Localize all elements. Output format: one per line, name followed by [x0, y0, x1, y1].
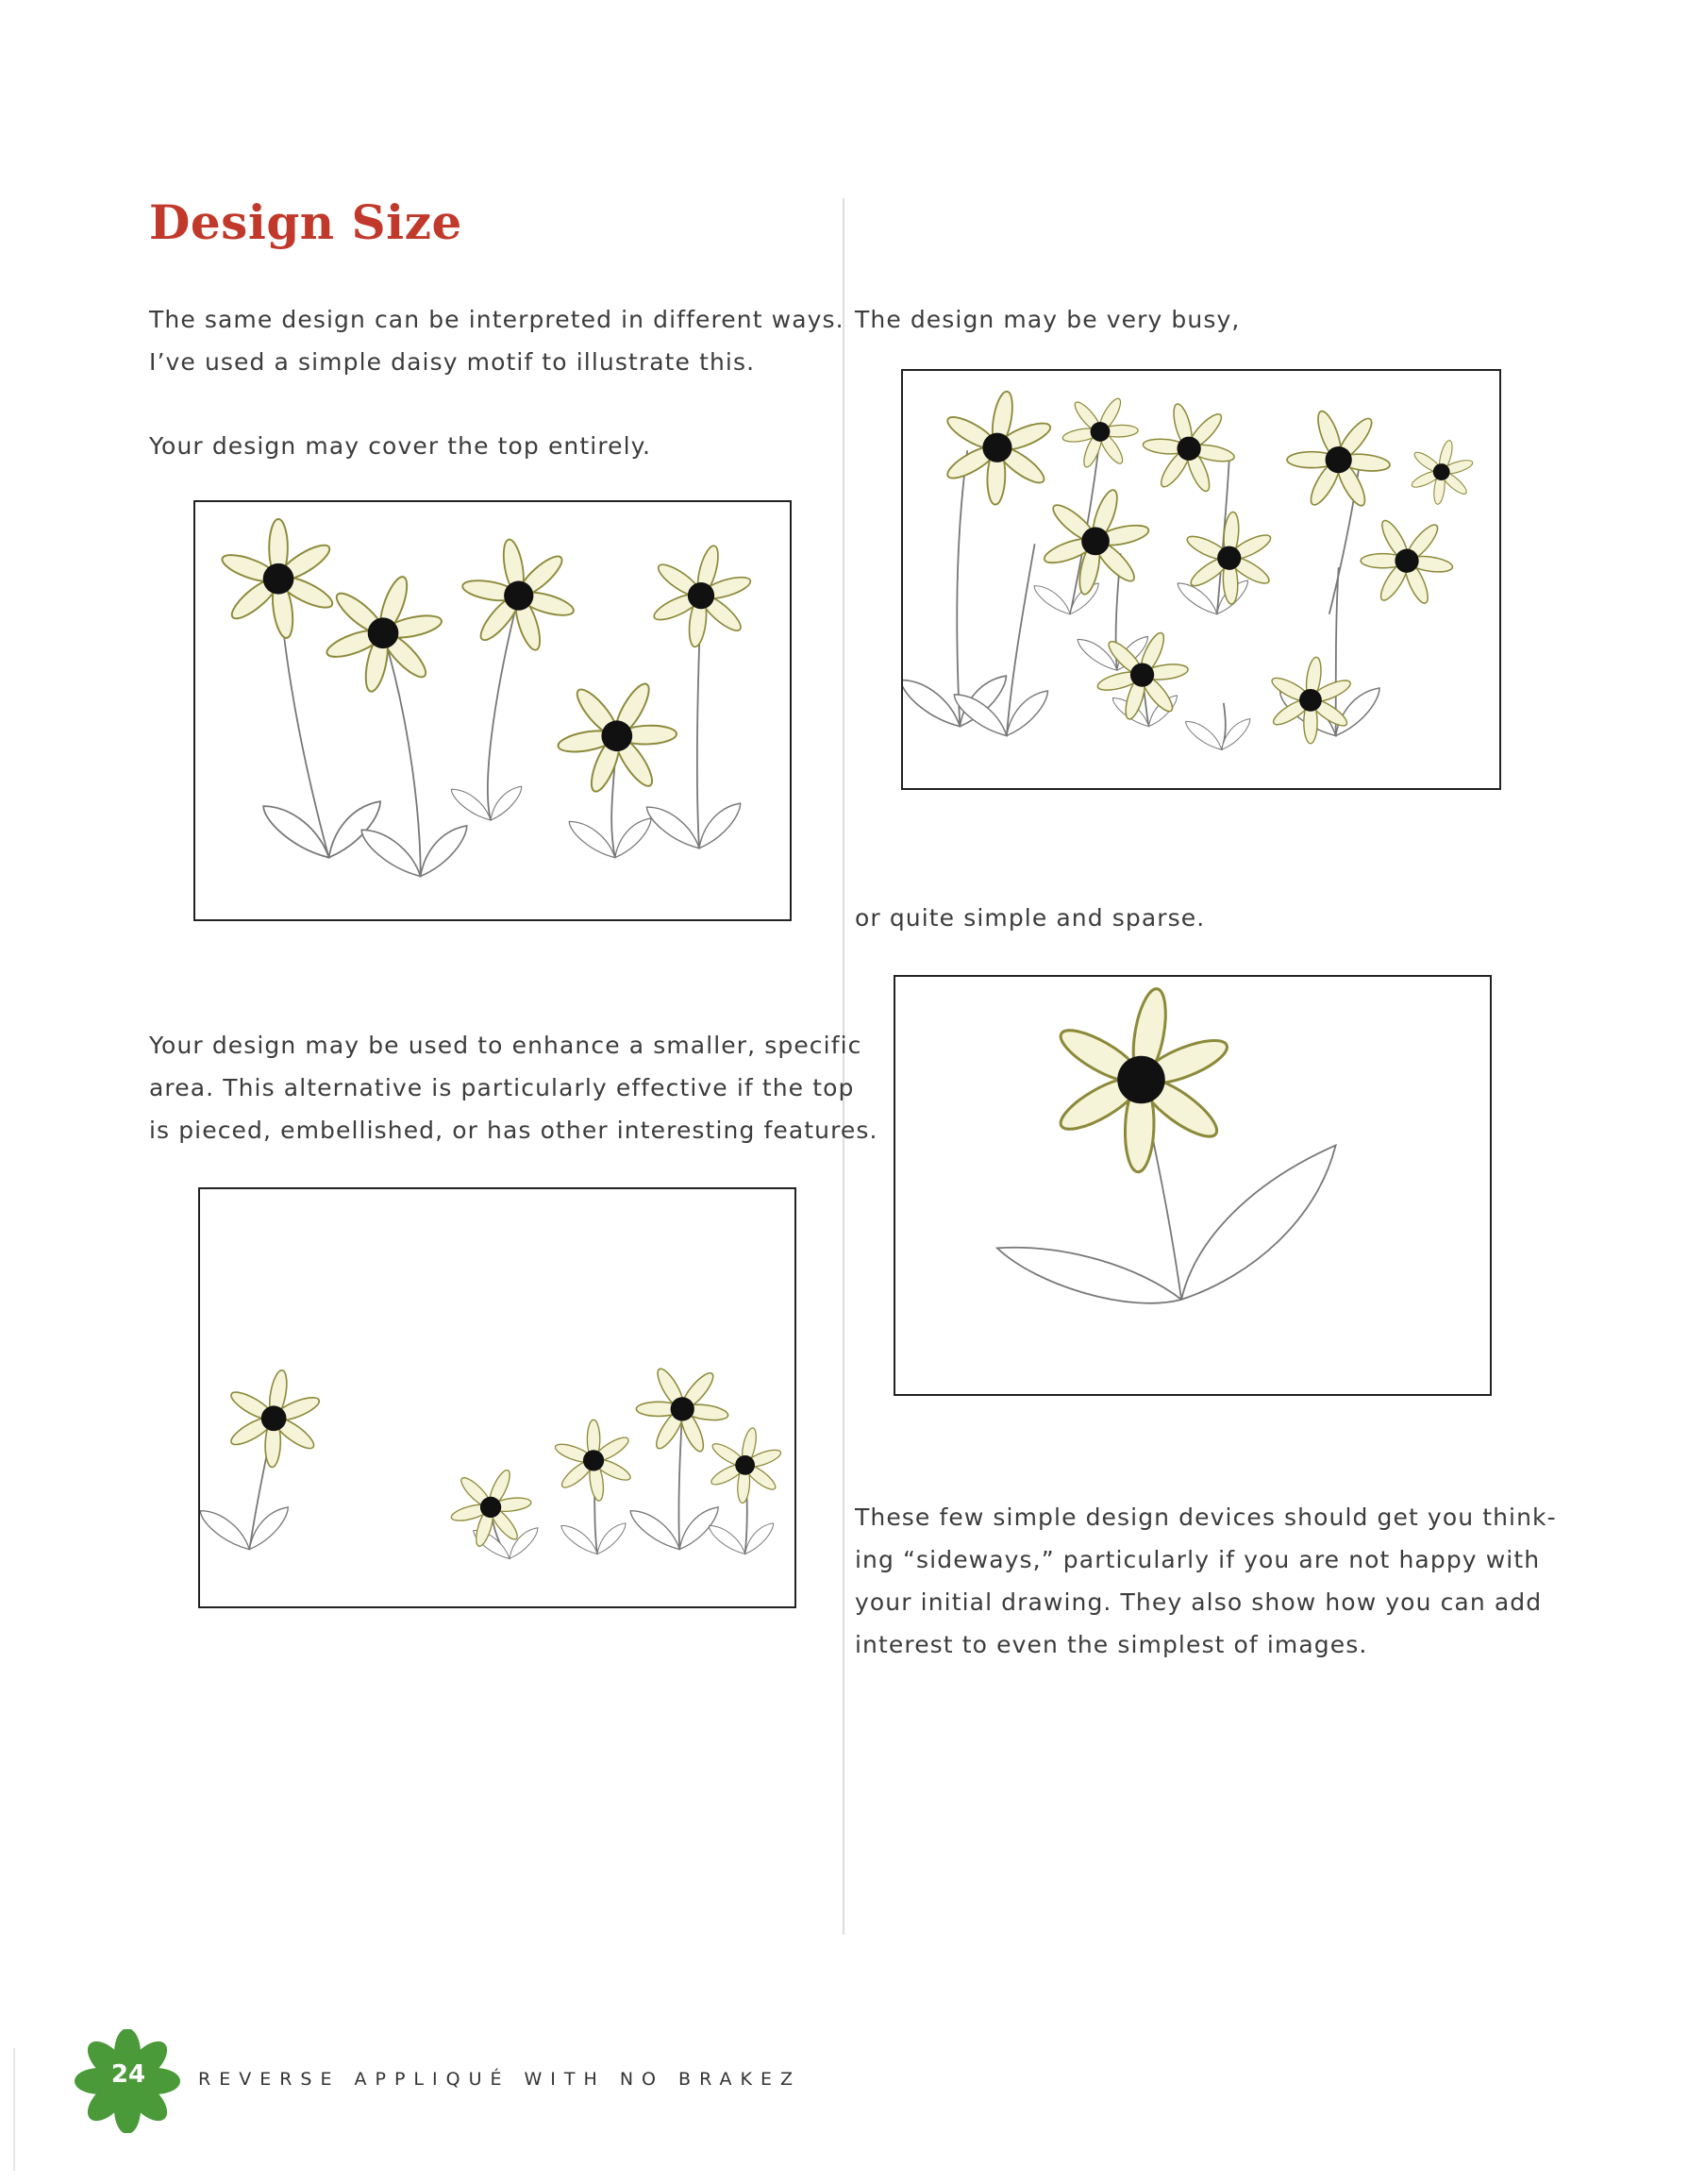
enhance-line-2: area. This alternative is particularly effective if the top	[149, 1074, 855, 1101]
enhance-line-3: is pieced, embellished, or has other interesting features.	[149, 1117, 878, 1144]
page-edge-mark	[13, 2048, 15, 2171]
figure-simple-sparse	[894, 975, 1492, 1396]
running-head: REVERSE APPLIQUÉ WITH NO BRAKEZ	[198, 2069, 801, 2090]
daisy-illustration-sparse	[895, 977, 1490, 1394]
figure-cover-entirely	[193, 500, 792, 921]
page-title: Design Size	[149, 194, 462, 250]
daisy-illustration-busy	[903, 371, 1499, 788]
enhance-line-1: Your design may be used to enhance a smaller, specific	[149, 1032, 862, 1059]
figure-enhance-area	[198, 1187, 796, 1608]
daisy-illustration-enhance	[200, 1189, 794, 1606]
closing-line-3: your initial drawing. They also show how you can add	[855, 1588, 1543, 1616]
sparse-text: or quite simple and sparse.	[855, 904, 1206, 932]
closing-line-1: These few simple design devices should get you think-	[855, 1504, 1557, 1531]
intro-line-2: I’ve used a simple daisy motif to illustrate this.	[149, 348, 756, 376]
busy-text: The design may be very busy,	[855, 306, 1241, 333]
closing-line-2: ing “sideways,” particularly if you are not happy with	[855, 1546, 1541, 1573]
cover-text: Your design may cover the top entirely.	[149, 432, 652, 460]
intro-paragraph	[149, 298, 844, 383]
page-number: 24	[110, 2060, 146, 2089]
daisy-illustration-cover	[195, 502, 790, 919]
closing-line-4: interest to even the simplest of images.	[855, 1631, 1368, 1658]
figure-very-busy	[901, 369, 1501, 790]
intro-line-1: The same design can be interpreted in different ways.	[149, 306, 844, 333]
enhance-paragraph	[149, 1024, 878, 1151]
closing-paragraph	[855, 1496, 1557, 1666]
